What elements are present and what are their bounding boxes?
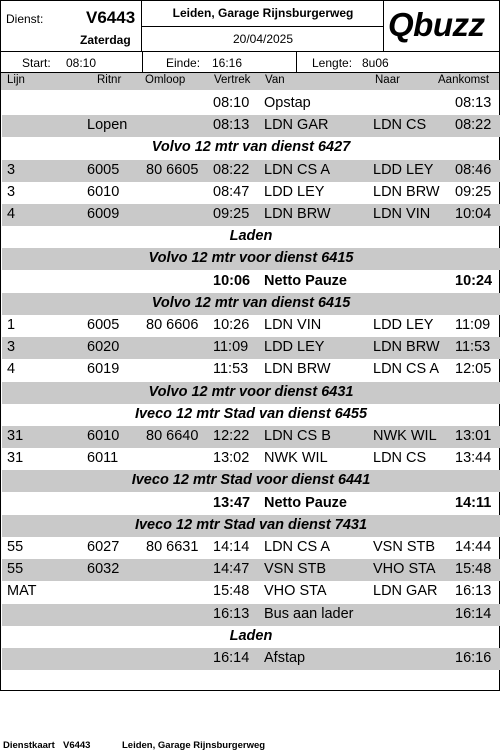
einde-label: Einde:	[166, 56, 201, 70]
section-heading-row	[2, 248, 500, 270]
trip-row	[2, 204, 500, 226]
cell-ritnr: 6011	[87, 450, 119, 467]
start-time: 08:10	[66, 56, 97, 70]
location-name: Leiden, Garage Rijnsburgerweg	[172, 6, 354, 20]
cell-aankomst: 09:25	[455, 183, 492, 200]
cell-ritnr: 6020	[87, 339, 120, 356]
cell-van: LDN GAR	[264, 117, 329, 134]
footer-label: Dienstkaart	[3, 740, 55, 751]
cell-vertrek: 13:02	[213, 450, 250, 467]
section-heading-row	[2, 515, 500, 537]
section-heading: Laden	[229, 627, 273, 644]
cell-vertrek: 12:22	[213, 428, 250, 444]
footer-location: Leiden, Garage Rijnsburgerweg	[122, 740, 266, 751]
cell-omloop: 80 6631	[146, 539, 199, 555]
dienst-code: V6443	[86, 8, 136, 27]
cell-lijn: 55	[7, 539, 24, 555]
cell-naar: LDN CS	[373, 450, 427, 467]
lengte-label: Lengte:	[312, 56, 353, 70]
cell-ritnr: Lopen	[87, 117, 128, 134]
cell-naar: NWK WIL	[373, 428, 437, 444]
column-header-row	[0, 73, 500, 90]
cell-van: Opstap	[264, 95, 311, 111]
cell-naar: VSN STB	[373, 539, 436, 555]
cell-aankomst: 14:11	[455, 494, 492, 511]
cell-vertrek: 11:09	[213, 339, 249, 356]
trip-row	[2, 604, 500, 626]
qbuzz-logo: Qbuzz	[388, 6, 485, 43]
cell-vertrek: 08:10	[213, 95, 250, 111]
cell-lijn: 4	[7, 361, 16, 378]
col-van: Van	[265, 74, 285, 86]
trip-row	[2, 115, 500, 137]
section-heading-row	[2, 137, 500, 159]
cell-vertrek: 10:26	[213, 317, 250, 333]
cell-ritnr: 6019	[87, 361, 120, 378]
cell-ritnr: 6005	[87, 317, 120, 333]
cell-van: LDN CS B	[264, 428, 331, 444]
trip-row	[2, 337, 500, 359]
cell-van: LDD LEY	[264, 183, 325, 200]
cell-aankomst: 14:44	[455, 539, 492, 555]
cell-aankomst: 16:13	[455, 583, 492, 600]
cell-ritnr: 6027	[87, 539, 120, 555]
cell-vertrek: 14:47	[213, 561, 250, 578]
trip-row	[2, 426, 500, 448]
section-heading: Laden	[229, 228, 273, 245]
cell-vertrek: 08:22	[213, 161, 250, 178]
einde-time: 16:16	[212, 56, 243, 70]
cell-naar: LDN BRW	[373, 183, 440, 200]
section-heading-row	[2, 626, 500, 648]
cell-ritnr: 6009	[87, 206, 120, 222]
cell-lijn: 3	[7, 161, 16, 178]
trip-row	[2, 537, 500, 559]
cell-aankomst: 08:46	[455, 161, 492, 178]
cell-vertrek: 13:47	[213, 494, 251, 511]
cell-vertrek: 16:13	[213, 605, 250, 622]
section-heading-row	[2, 470, 500, 492]
cell-naar: LDN CS A	[373, 361, 440, 378]
col-lijn: Lijn	[7, 74, 25, 86]
cell-aankomst: 10:04	[455, 206, 492, 222]
col-naar: Naar	[375, 74, 400, 86]
cell-van: Bus aan lader	[264, 605, 354, 622]
section-heading: Volvo 12 mtr voor dienst 6431	[148, 383, 354, 400]
cell-aankomst: 16:14	[455, 605, 492, 622]
cell-naar: LDD LEY	[373, 161, 434, 178]
cell-lijn: MAT	[7, 583, 37, 600]
col-ritnr: Ritnr	[97, 74, 122, 86]
trip-row	[2, 581, 500, 603]
pause-row	[2, 271, 500, 293]
cell-naar: LDN CS	[373, 117, 427, 134]
cell-aankomst: 15:48	[455, 561, 492, 578]
section-heading: Volvo 12 mtr van dienst 6427	[151, 139, 351, 156]
cell-naar: LDN GAR	[373, 583, 438, 600]
section-heading-row	[2, 382, 500, 404]
cell-lijn: 31	[7, 428, 24, 444]
cell-vertrek: 08:13	[213, 117, 250, 134]
cell-vertrek: 16:14	[213, 650, 250, 666]
day-name: Zaterdag	[80, 33, 131, 47]
cell-lijn: 4	[7, 206, 16, 222]
trip-row	[2, 359, 500, 381]
cell-lijn: 3	[7, 339, 16, 356]
times-divider-2	[296, 52, 297, 72]
cell-ritnr: 6032	[87, 561, 120, 578]
cell-van: LDD LEY	[264, 339, 325, 356]
cell-van: LDN CS A	[264, 161, 331, 178]
header-divider	[142, 26, 384, 27]
times-divider-1	[142, 52, 143, 72]
cell-omloop: 80 6640	[146, 428, 199, 444]
cell-naar: LDD LEY	[373, 317, 434, 333]
cell-ritnr: 6010	[87, 183, 120, 200]
footer-code: V6443	[63, 740, 91, 751]
cell-ritnr: 6005	[87, 161, 120, 178]
cell-vertrek: 14:14	[213, 539, 250, 555]
cell-vertrek: 10:06	[213, 272, 251, 289]
trip-row	[2, 315, 500, 337]
cell-vertrek: 11:53	[213, 361, 249, 378]
cell-naar: LDN VIN	[373, 206, 431, 222]
cell-van: LDN VIN	[264, 317, 322, 333]
cell-aankomst: 12:05	[455, 361, 492, 378]
service-date: 20/04/2025	[232, 32, 294, 46]
cell-naar: LDN BRW	[373, 339, 440, 356]
section-heading-row	[2, 226, 500, 248]
section-heading: Volvo 12 mtr van dienst 6415	[151, 294, 351, 311]
section-heading: Volvo 12 mtr voor dienst 6415	[148, 250, 354, 267]
cell-van: NWK WIL	[264, 450, 328, 467]
section-heading-row	[2, 404, 500, 426]
trip-row	[2, 648, 500, 670]
cell-van: LDN CS A	[264, 539, 331, 555]
trip-row	[2, 559, 500, 581]
col-aankomst: Aankomst	[438, 74, 490, 86]
cell-aankomst: 08:13	[455, 95, 492, 111]
trip-row	[2, 182, 500, 204]
cell-omloop: 80 6606	[146, 317, 199, 333]
cell-van: VHO STA	[264, 583, 327, 600]
cell-aankomst: 13:44	[455, 450, 492, 467]
cell-omloop: 80 6605	[146, 161, 199, 178]
cell-van: Netto Pauze	[264, 494, 347, 511]
cell-vertrek: 15:48	[213, 583, 250, 600]
lengte-value: 8u06	[362, 56, 389, 70]
cell-van: LDN BRW	[264, 206, 331, 222]
section-heading: Iveco 12 mtr Stad van dienst 6455	[134, 405, 368, 422]
cell-van: VSN STB	[264, 561, 327, 578]
cell-lijn: 1	[7, 317, 16, 333]
pause-row	[2, 493, 500, 515]
cell-aankomst: 10:24	[455, 272, 493, 289]
cell-vertrek: 09:25	[213, 206, 250, 222]
cell-van: LDN BRW	[264, 361, 331, 378]
cell-ritnr: 6010	[87, 428, 120, 444]
section-heading: Iveco 12 mtr Stad voor dienst 6441	[131, 472, 371, 489]
trip-row	[2, 160, 500, 182]
section-heading: Iveco 12 mtr Stad van dienst 7431	[134, 516, 368, 533]
cell-aankomst: 08:22	[455, 117, 492, 134]
schedule-table	[0, 90, 500, 691]
dienst-label: Dienst:	[6, 12, 44, 26]
cell-lijn: 31	[7, 450, 24, 467]
cell-aankomst: 11:09	[455, 317, 491, 333]
cell-aankomst: 16:16	[455, 650, 492, 666]
cell-vertrek: 08:47	[213, 183, 250, 200]
cell-aankomst: 11:53	[455, 339, 491, 356]
col-vertrek: Vertrek	[214, 74, 251, 86]
cell-naar: VHO STA	[373, 561, 436, 578]
start-label: Start:	[22, 56, 51, 70]
cell-lijn: 3	[7, 183, 16, 200]
trip-row	[2, 448, 500, 470]
cell-van: Netto Pauze	[264, 272, 347, 289]
cell-van: Afstap	[264, 650, 306, 666]
section-heading-row	[2, 293, 500, 315]
cell-aankomst: 13:01	[455, 428, 492, 444]
cell-lijn: 55	[7, 561, 24, 578]
trip-row	[2, 93, 500, 115]
col-omloop: Omloop	[145, 74, 186, 86]
